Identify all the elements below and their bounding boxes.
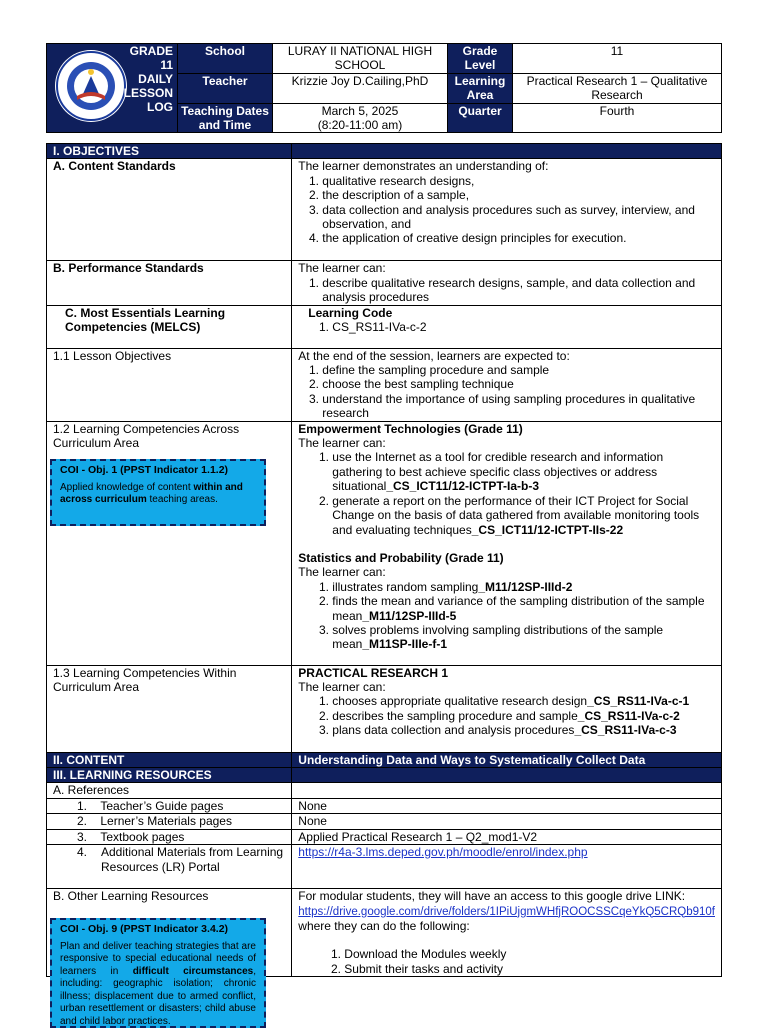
- list-item: 2. describes the sampling procedure and sample_CS_RS11-IVa-c-2: [332, 709, 715, 723]
- list-item: 1. qualitative research designs,: [322, 174, 715, 188]
- list-item: 2. finds the mean and variance of the sampling distribution of the sample mean_M11/12SP-IIId-5: [332, 594, 715, 623]
- other-resources-intro: For modular students, they will have an access to this google drive LINK:: [298, 889, 715, 903]
- list-item: 1. CS_RS11-IVa-c-2: [332, 320, 715, 334]
- ref-learners-materials-value: None: [292, 814, 722, 829]
- list-item: 3. data collection and analysis procedures such as survey, interview, and observation, and: [322, 203, 715, 232]
- across-intro-2: The learner can:: [298, 565, 715, 579]
- lesson-objectives-label: 1.1 Lesson Objectives: [47, 348, 292, 421]
- google-drive-link[interactable]: https://drive.google.com/drive/folders/1IPiUjgmWHfjROOCSSCqeYkQ5CRQb910f: [298, 906, 715, 918]
- content-standards-label: A. Content Standards: [47, 159, 292, 261]
- list-item: 1. Download the Modules weekly: [344, 947, 715, 961]
- list-item: 2. choose the best sampling technique: [322, 377, 715, 391]
- list-item: 1. define the sampling procedure and sample: [322, 363, 715, 377]
- across-curriculum-cell: [292, 421, 722, 665]
- learning-resources-header: III. LEARNING RESOURCES: [47, 768, 292, 783]
- coi-obj9-text: Plan and deliver teaching strategies that are responsive to special educational needs of learners in difficult circumstances, including: geographic isolation; chronic illness; displacement due to armed conflict, urban resettlement or disasters; child abuse and child labor practices.: [60, 941, 256, 1028]
- ref-textbook-label: 3. Textbook pages: [47, 829, 292, 844]
- coi-obj9-title: COI - Obj. 9 (PPST Indicator 3.4.2): [60, 923, 256, 936]
- list-item: 3. plans data collection and analysis procedures_CS_RS11-IVa-c-3: [332, 723, 715, 737]
- ref-teachers-guide-value: None: [292, 798, 722, 813]
- learning-area-label: Learning Area: [448, 74, 513, 104]
- learning-resources-header-blank: [292, 768, 722, 783]
- ref-textbook-value: Applied Practical Research 1 – Q2_mod1-V2: [292, 829, 722, 844]
- across-intro-1: The learner can:: [298, 436, 715, 450]
- ref-learners-materials-label: 2. Lerner’s Materials pages: [47, 814, 292, 829]
- melcs-cell: [292, 305, 722, 348]
- school-value: LURAY II NATIONAL HIGH SCHOOL: [273, 44, 448, 74]
- dll-main-table: [46, 143, 722, 977]
- within-curriculum-cell: [292, 665, 722, 752]
- dll-title: GRADE 11 DAILY LESSON LOG: [119, 44, 173, 114]
- teaching-dates-value: March 5, 2025 (8:20-11:00 am): [273, 104, 448, 133]
- list-item: 1. describe qualitative research designs, sample, and data collection and analysis procedures: [322, 276, 715, 305]
- objectives-header-blank: [292, 144, 722, 159]
- list-item: 1. illustrates random sampling_M11/12SP-IIId-2: [332, 580, 715, 594]
- objectives-header: I. OBJECTIVES: [47, 144, 292, 159]
- list-item: 2. generate a report on the performance of their ICT Project for Social Change on the basis of data gathered from available monitoring tools and evaluating techniques_CS_ICT11/12-ICTPT-IIs-22: [332, 494, 715, 537]
- ref-teachers-guide-label: 1. Teacher’s Guide pages: [47, 798, 292, 813]
- list-item: 1. use the Internet as a tool for credible research and information gathering to best achieve specific class objectives or address situational_CS_ICT11/12-ICTPT-Ia-b-3: [332, 450, 715, 493]
- ref-lr-portal-cell: [292, 845, 722, 889]
- across-curriculum-label: 1.2 Learning Competencies Across Curriculum Area: [47, 421, 292, 665]
- practical-research-heading: PRACTICAL RESEARCH 1: [298, 666, 715, 680]
- lesson-objectives-cell: [292, 348, 722, 421]
- grade-level-label: Grade Level: [448, 44, 513, 74]
- content-standards-cell: [292, 159, 722, 261]
- performance-standards-intro: The learner can:: [298, 261, 715, 275]
- grade-level-value: 11: [513, 44, 722, 74]
- ref-lr-portal-label: 4. Additional Materials from Learning Resources (LR) Portal: [47, 845, 292, 889]
- quarter-label: Quarter: [448, 104, 513, 133]
- stats-prob-heading: Statistics and Probability (Grade 11): [298, 551, 715, 565]
- learning-code-heading: Learning Code: [298, 306, 715, 320]
- other-resources-cell: [292, 889, 722, 977]
- list-item: 4. the application of creative design principles for execution.: [322, 231, 715, 245]
- references-label: A. References: [47, 783, 292, 798]
- empowerment-tech-heading: Empowerment Technologies (Grade 11): [298, 422, 715, 436]
- coi-obj1-callout: [50, 459, 266, 526]
- list-item: 2. Submit their tasks and activity: [344, 962, 715, 976]
- within-curriculum-label: 1.3 Learning Competencies Within Curriculum Area: [47, 665, 292, 752]
- deped-seal-icon: [53, 48, 129, 124]
- content-value: Understanding Data and Ways to Systematically Collect Data: [292, 752, 722, 767]
- coi-obj1-title: COI - Obj. 1 (PPST Indicator 1.1.2): [60, 464, 256, 477]
- references-blank: [292, 783, 722, 798]
- list-item: 2. the description of a sample,: [322, 188, 715, 202]
- header-table: [46, 43, 722, 133]
- other-resources-label: B. Other Learning Resources: [47, 889, 292, 977]
- coi-obj1-text: Applied knowledge of content within and across curriculum teaching areas.: [60, 482, 256, 507]
- list-item: 3. understand the importance of using sampling procedures in qualitative research: [322, 392, 715, 421]
- learning-area-value: Practical Research 1 – Qualitative Research: [513, 74, 722, 104]
- list-item: 1. chooses appropriate qualitative research design_CS_RS11-IVa-c-1: [332, 694, 715, 708]
- lesson-objectives-intro: At the end of the session, learners are expected to:: [298, 349, 715, 363]
- dll-title-cell: [47, 44, 178, 133]
- performance-standards-cell: [292, 261, 722, 305]
- teacher-label: Teacher: [178, 74, 273, 104]
- performance-standards-label: B. Performance Standards: [47, 261, 292, 305]
- list-item: 3. solves problems involving sampling distributions of the sample mean_M11SP-IIIe-f-1: [332, 623, 715, 652]
- content-header: II. CONTENT: [47, 752, 292, 767]
- teacher-value: Krizzie Joy D.Cailing,PhD: [273, 74, 448, 104]
- content-standards-intro: The learner demonstrates an understanding of:: [298, 159, 715, 173]
- coi-obj9-callout: [50, 918, 266, 1028]
- lr-portal-link[interactable]: https://r4a-3.lms.deped.gov.ph/moodle/enrol/index.php: [298, 845, 587, 859]
- other-resources-where: where they can do the following:: [298, 919, 715, 933]
- teaching-dates-label: Teaching Dates and Time: [178, 104, 273, 133]
- school-label: School: [178, 44, 273, 74]
- quarter-value: Fourth: [513, 104, 722, 133]
- within-intro: The learner can:: [298, 680, 715, 694]
- melcs-label: C. Most Essentials Learning Competencies (MELCS): [47, 305, 292, 348]
